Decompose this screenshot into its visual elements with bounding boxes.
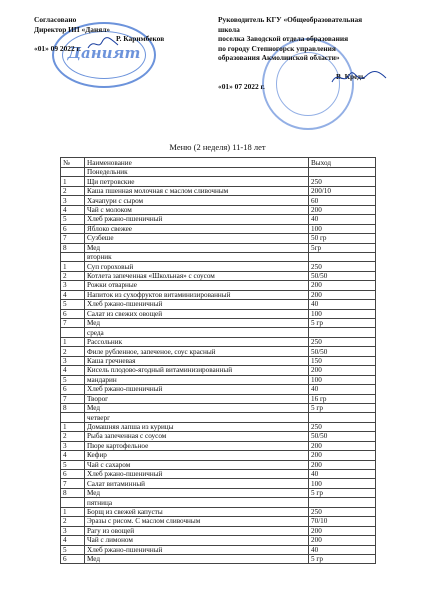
- item-number: 7: [61, 319, 85, 328]
- item-number: 6: [61, 554, 85, 563]
- table-row: [61, 545, 376, 554]
- day-row: [61, 252, 376, 261]
- table-row: [61, 300, 376, 309]
- portion-output: 40: [309, 215, 376, 224]
- portion-output: 200: [309, 441, 376, 450]
- table-row: [61, 441, 376, 450]
- page-title: Меню (2 неделя) 11-18 лет: [169, 142, 266, 152]
- dish-name: Хачапури с сыром: [85, 196, 309, 205]
- item-number: 8: [61, 403, 85, 412]
- approval-left-line-2: Директор ИП «Данял»: [34, 24, 111, 34]
- portion-output: 50/50: [309, 432, 376, 441]
- item-number: 6: [61, 224, 85, 233]
- day-row-blank: [61, 252, 85, 261]
- approval-right-line-1: Руководитель КГУ «Общеобразовательная: [218, 15, 363, 24]
- item-number: 6: [61, 470, 85, 479]
- portion-output: 50 гр: [309, 234, 376, 243]
- table-row: [61, 281, 376, 290]
- table-row: [61, 385, 376, 394]
- day-row-blank: [61, 328, 85, 337]
- item-number: 3: [61, 526, 85, 535]
- portion-output: 70/10: [309, 517, 376, 526]
- table-row: [61, 554, 376, 563]
- item-number: 4: [61, 536, 85, 545]
- portion-output: 40: [309, 385, 376, 394]
- dish-name: Чай с молоком: [85, 205, 309, 214]
- item-number: 5: [61, 375, 85, 384]
- portion-output: 200: [309, 451, 376, 460]
- table-row: [61, 422, 376, 431]
- dish-name: Хлеб ржано-пшеничный: [85, 215, 309, 224]
- day-row-blank: [309, 498, 376, 507]
- item-number: 7: [61, 394, 85, 403]
- dish-name: Хлеб ржано-пшеничный: [85, 545, 309, 554]
- item-number: 7: [61, 234, 85, 243]
- item-number: 1: [61, 177, 85, 186]
- table-row: [61, 403, 376, 412]
- portion-output: 250: [309, 262, 376, 271]
- table-row: [61, 517, 376, 526]
- portion-output: 5 гр: [309, 554, 376, 563]
- approval-right-line-6: В. Кредь: [336, 71, 365, 81]
- item-number: 2: [61, 186, 85, 195]
- item-number: 7: [61, 479, 85, 488]
- day-name: пятница: [85, 498, 309, 507]
- table-row: [61, 366, 376, 375]
- table-row: [61, 319, 376, 328]
- dish-name: Мед: [85, 403, 309, 412]
- table-row: [61, 394, 376, 403]
- portion-output: 5 гр: [309, 403, 376, 412]
- table-row: [61, 432, 376, 441]
- dish-name: Хлеб ржано-пшеничный: [85, 300, 309, 309]
- day-row-blank: [309, 328, 376, 337]
- portion-output: 50/50: [309, 271, 376, 280]
- portion-output: 100: [309, 375, 376, 384]
- dish-name: Салат витаминный: [85, 479, 309, 488]
- dish-name: Мед: [85, 319, 309, 328]
- portion-output: 200: [309, 460, 376, 469]
- menu-table-body: [61, 168, 376, 564]
- column-header-name: Наименование: [85, 158, 309, 168]
- day-row-blank: [61, 498, 85, 507]
- day-name: среда: [85, 328, 309, 337]
- item-number: 4: [61, 205, 85, 214]
- stamp-text: Даният: [67, 44, 141, 62]
- table-row: [61, 507, 376, 516]
- table-row: [61, 215, 376, 224]
- item-number: 5: [61, 300, 85, 309]
- item-number: 5: [61, 545, 85, 554]
- signature-right: [328, 66, 388, 88]
- day-row-blank: [309, 413, 376, 422]
- dish-name: Сузбеше: [85, 234, 309, 243]
- portion-output: 50/50: [309, 347, 376, 356]
- portion-output: 250: [309, 422, 376, 431]
- item-number: 2: [61, 347, 85, 356]
- table-row: [61, 290, 376, 299]
- table-row: [61, 243, 376, 252]
- dish-name: Напиток из сухофруктов витаминизированный: [85, 290, 309, 299]
- portion-output: 150: [309, 356, 376, 365]
- dish-name: Рагу из овощей: [85, 526, 309, 535]
- portion-output: 40: [309, 470, 376, 479]
- day-name: четверг: [85, 413, 309, 422]
- portion-output: 5 гр: [309, 488, 376, 497]
- portion-output: 200: [309, 281, 376, 290]
- portion-output: 100: [309, 224, 376, 233]
- dish-name: Хлеб ржано-пшеничный: [85, 385, 309, 394]
- item-number: 2: [61, 432, 85, 441]
- day-row: [61, 413, 376, 422]
- dish-name: Салат из свежих овощей: [85, 309, 309, 318]
- dish-name: Хлеб ржано-пшеничный: [85, 470, 309, 479]
- portion-output: 200: [309, 290, 376, 299]
- dish-name: Котлета запеченная «Школьная» с соусом: [85, 271, 309, 280]
- portion-output: 5 гр: [309, 319, 376, 328]
- portion-output: 250: [309, 507, 376, 516]
- table-row: [61, 309, 376, 318]
- column-header-number: №: [61, 158, 85, 168]
- dish-name: Мед: [85, 488, 309, 497]
- approval-left-line-3: Р. Каримбеков: [116, 34, 165, 44]
- portion-output: 40: [309, 545, 376, 554]
- table-row: [61, 536, 376, 545]
- dish-name: Борщ из свежей капусты: [85, 507, 309, 516]
- table-row: [61, 479, 376, 488]
- dish-name: Щи петровские: [85, 177, 309, 186]
- item-number: 6: [61, 309, 85, 318]
- portion-output: 40: [309, 300, 376, 309]
- day-row-blank: [309, 168, 376, 177]
- item-number: 1: [61, 507, 85, 516]
- portion-output: 5гр: [309, 243, 376, 252]
- table-row: [61, 488, 376, 497]
- approval-right-line-3: поселка Заводской отдела образования: [218, 34, 349, 44]
- table-row: [61, 347, 376, 356]
- dish-name: Суп гороховый: [85, 262, 309, 271]
- portion-output: 100: [309, 479, 376, 488]
- table-row: [61, 196, 376, 205]
- item-number: 5: [61, 215, 85, 224]
- dish-name: Рыба запеченная с соусом: [85, 432, 309, 441]
- dish-name: Каша пшенная молочная с маслом сливочным: [85, 186, 309, 195]
- dish-name: Чай с сахаром: [85, 460, 309, 469]
- column-header-output: Выход: [309, 158, 376, 168]
- portion-output: 200: [309, 536, 376, 545]
- item-number: 2: [61, 271, 85, 280]
- portion-output: 200: [309, 526, 376, 535]
- dish-name: Пюре картофельное: [85, 441, 309, 450]
- item-number: 4: [61, 366, 85, 375]
- day-name: вторник: [85, 252, 309, 261]
- dish-name: Кефир: [85, 451, 309, 460]
- item-number: 2: [61, 517, 85, 526]
- item-number: 8: [61, 243, 85, 252]
- table-row: [61, 526, 376, 535]
- table-row: [61, 186, 376, 195]
- table-row: [61, 234, 376, 243]
- portion-output: 60: [309, 196, 376, 205]
- dish-name: Эразы с рисом. С маслом сливочным: [85, 517, 309, 526]
- approval-right-line-5: образования Акмолинской области»: [218, 53, 340, 63]
- item-number: 3: [61, 441, 85, 450]
- table-row: [61, 271, 376, 280]
- dish-name: Домашняя лапша из курицы: [85, 422, 309, 431]
- day-row: [61, 168, 376, 177]
- dish-name: мандарин: [85, 375, 309, 384]
- item-number: 3: [61, 356, 85, 365]
- day-row: [61, 498, 376, 507]
- menu-table: [60, 157, 376, 564]
- table-row: [61, 337, 376, 346]
- item-number: 8: [61, 488, 85, 497]
- item-number: 5: [61, 460, 85, 469]
- table-row: [61, 262, 376, 271]
- approval-right-line-2: школа: [218, 24, 240, 34]
- day-name: Понедельник: [85, 168, 309, 177]
- portion-output: 100: [309, 309, 376, 318]
- item-number: 1: [61, 262, 85, 271]
- day-row-blank: [309, 252, 376, 261]
- dish-name: Творог: [85, 394, 309, 403]
- item-number: 4: [61, 290, 85, 299]
- item-number: 1: [61, 422, 85, 431]
- table-row: [61, 224, 376, 233]
- portion-output: 250: [309, 337, 376, 346]
- dish-name: Яблоко свежее: [85, 224, 309, 233]
- dish-name: Чай с лимоном: [85, 536, 309, 545]
- table-row: [61, 460, 376, 469]
- document-header: [0, 0, 435, 135]
- table-row: [61, 470, 376, 479]
- dish-name: Рожки отварные: [85, 281, 309, 290]
- table-row: [61, 356, 376, 365]
- dish-name: Мед: [85, 243, 309, 252]
- table-row: [61, 177, 376, 186]
- dish-name: Каша гречневая: [85, 356, 309, 365]
- approval-left-line-1: Согласовано: [34, 15, 77, 24]
- day-row-blank: [61, 168, 85, 177]
- portion-output: 16 гр: [309, 394, 376, 403]
- item-number: 4: [61, 451, 85, 460]
- table-row: [61, 375, 376, 384]
- dish-name: Рассольник: [85, 337, 309, 346]
- approval-right-line-7: «01» 07 2022 г.: [218, 81, 265, 91]
- dish-name: Мед: [85, 554, 309, 563]
- item-number: 6: [61, 385, 85, 394]
- day-row-blank: [61, 413, 85, 422]
- dish-name: Кисель плодово-ягодный витаминизированный: [85, 366, 309, 375]
- table-row: [61, 205, 376, 214]
- table-row: [61, 451, 376, 460]
- portion-output: 200/10: [309, 186, 376, 195]
- dish-name: Филе рубленное, запеченое, соус красный: [85, 347, 309, 356]
- portion-output: 200: [309, 205, 376, 214]
- day-row: [61, 328, 376, 337]
- item-number: 3: [61, 196, 85, 205]
- table-header-row: [61, 158, 376, 168]
- approval-left-line-4: «01» 09 2022 г.: [34, 43, 81, 53]
- portion-output: 200: [309, 366, 376, 375]
- item-number: 1: [61, 337, 85, 346]
- signature-left: [86, 36, 120, 52]
- portion-output: 250: [309, 177, 376, 186]
- item-number: 3: [61, 281, 85, 290]
- approval-right-line-4: по городу Степногорск управления: [218, 43, 336, 53]
